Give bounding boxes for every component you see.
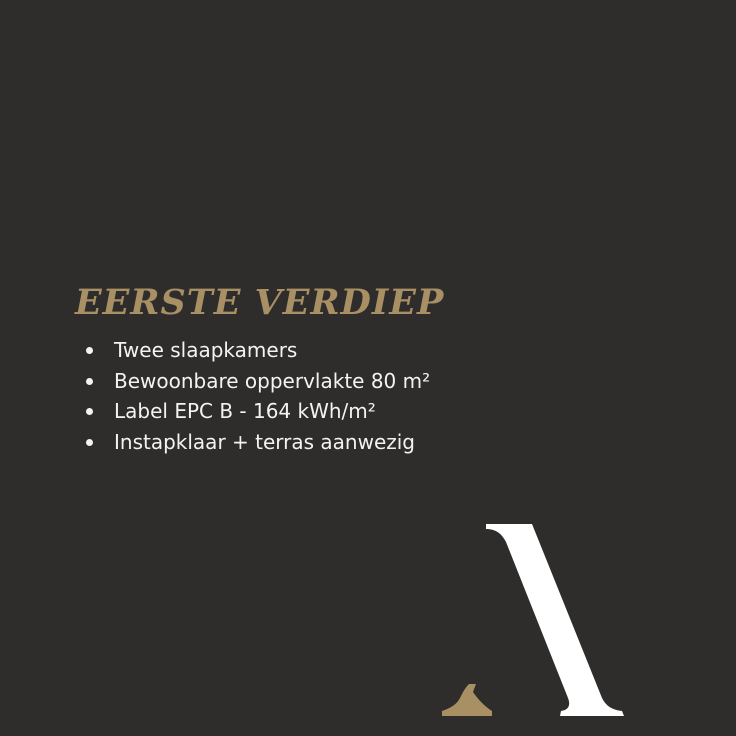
feature-item: [86, 427, 430, 458]
section-heading: EERSTE VERDIEP: [75, 282, 445, 323]
bullet-icon: [86, 347, 93, 354]
logo-main-stroke: [486, 524, 624, 716]
bullet-icon: [86, 408, 93, 415]
feature-text: Label EPC B - 164 kWh/m²: [114, 399, 376, 423]
feature-item: [86, 396, 430, 427]
logo-gold-foot: [442, 684, 492, 716]
feature-text: Twee slaapkamers: [114, 338, 298, 362]
feature-text: Instapklaar + terras aanwezig: [114, 429, 416, 454]
brand-monogram-a-icon: [436, 520, 636, 720]
feature-item: [86, 335, 430, 366]
feature-text: Bewoonbare oppervlakte 80 m²: [114, 368, 431, 393]
bullet-icon: [86, 439, 93, 446]
feature-list: [86, 335, 430, 457]
bullet-icon: [86, 378, 93, 385]
feature-item: [86, 366, 430, 397]
